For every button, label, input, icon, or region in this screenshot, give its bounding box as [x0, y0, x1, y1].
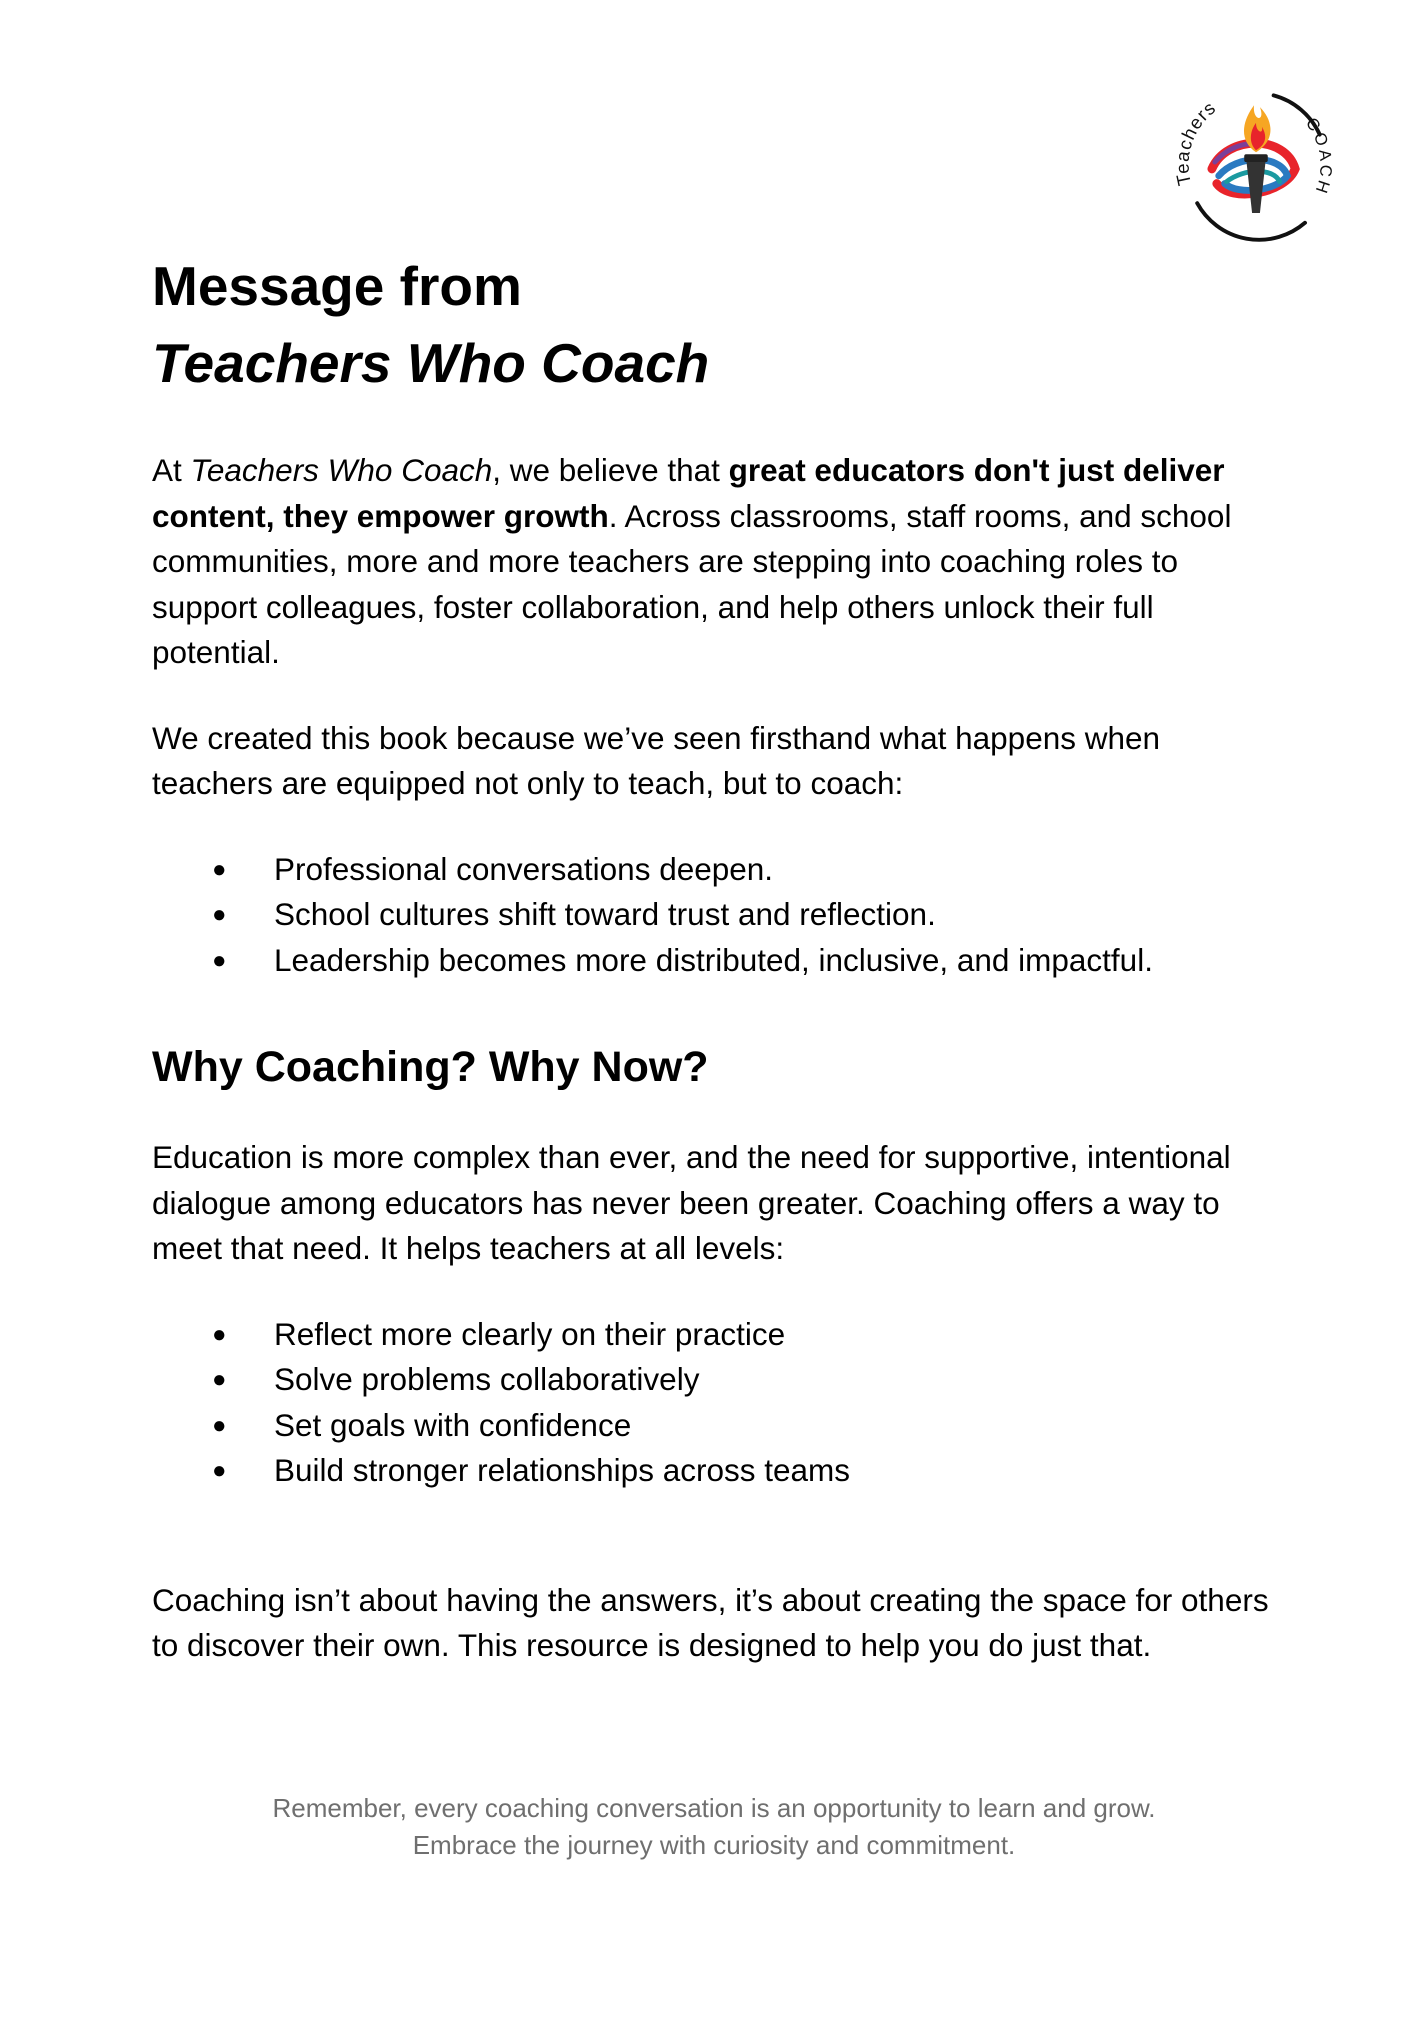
- list-item-text: Build stronger relationships across teams: [274, 1452, 851, 1488]
- intro-text-1: At: [152, 452, 191, 488]
- logo-text-coach: COACH: [1301, 114, 1336, 199]
- list-item-text: School cultures shift toward trust and reflection.: [274, 896, 936, 932]
- list-item: [152, 892, 1282, 938]
- intro-org-name: Teachers Who Coach: [190, 452, 493, 488]
- bullet-icon: ●: [212, 1457, 227, 1484]
- closing-paragraph: Coaching isn’t about having the answers, it’s about creating the space for others to discover their own. This resource is designed to help you do just that.: [152, 1581, 1269, 1663]
- list-item-text: Leadership becomes more distributed, inclusive, and impactful.: [274, 941, 1153, 978]
- document-body: [152, 248, 1282, 1669]
- list-item-text: Solve problems collaboratively: [274, 1361, 700, 1397]
- title-line-2: Teachers Who Coach: [152, 332, 710, 394]
- list-item-text: Professional conversations deepen.: [274, 850, 774, 887]
- paragraph-book-purpose: We created this book because we’ve seen firsthand what happens when teachers are equipped not only to teach, but to coach:: [152, 719, 1161, 801]
- list-item: [152, 847, 1282, 893]
- intro-emphasis: great educators don't just deliver content, they empower growth: [152, 452, 1225, 534]
- section-heading: Why Coaching? Why Now?: [152, 1043, 709, 1091]
- list-item-text: Set goals with confidence: [274, 1406, 632, 1443]
- list-item: [152, 938, 1282, 984]
- list-item: [152, 1403, 1282, 1449]
- list-item: [152, 1312, 1282, 1358]
- bullet-icon: ●: [212, 855, 227, 883]
- intro-text-5: . Across classrooms, staff rooms, and school communities, more and more teachers are stepping into coaching roles to support colleagues, foster collaboration, and help others unlock their full potential.: [152, 497, 1232, 670]
- paragraph-why-coaching: Education is more complex than ever, and the need for supportive, intentional dialogue among educators has never been greater. Coaching offers a way to meet that need. It helps teachers at all levels:: [152, 1139, 1231, 1266]
- intro-paragraph: [152, 448, 1282, 676]
- logo-text-teachers: Teachers: [1171, 96, 1220, 188]
- list-item-text: Reflect more clearly on their practice: [274, 1315, 786, 1352]
- coaching-outcomes-list: [152, 847, 1282, 984]
- bullet-icon: ●: [212, 901, 227, 928]
- svg-text:COACH: [1302, 114, 1336, 198]
- footer-line-1: Remember, every coaching conversation is an opportunity to learn and grow.: [272, 1793, 1156, 1823]
- list-item: [152, 1448, 1282, 1494]
- bullet-icon: ●: [212, 946, 227, 974]
- bullet-icon: ●: [212, 1411, 227, 1439]
- coaching-benefits-list: [152, 1312, 1282, 1494]
- teachers-who-coach-logo: [1158, 66, 1354, 262]
- bullet-icon: ●: [212, 1366, 227, 1393]
- footer-quote: [0, 1790, 1428, 1864]
- bullet-icon: ●: [212, 1320, 227, 1348]
- title-line-1: Message from: [152, 255, 522, 317]
- intro-text-3: , we believe that: [492, 452, 729, 488]
- list-item: [152, 1357, 1282, 1403]
- page-title: [152, 248, 1282, 402]
- svg-text:Teachers: [1171, 97, 1219, 188]
- footer-line-2: Embrace the journey with curiosity and commitment.: [412, 1830, 1016, 1860]
